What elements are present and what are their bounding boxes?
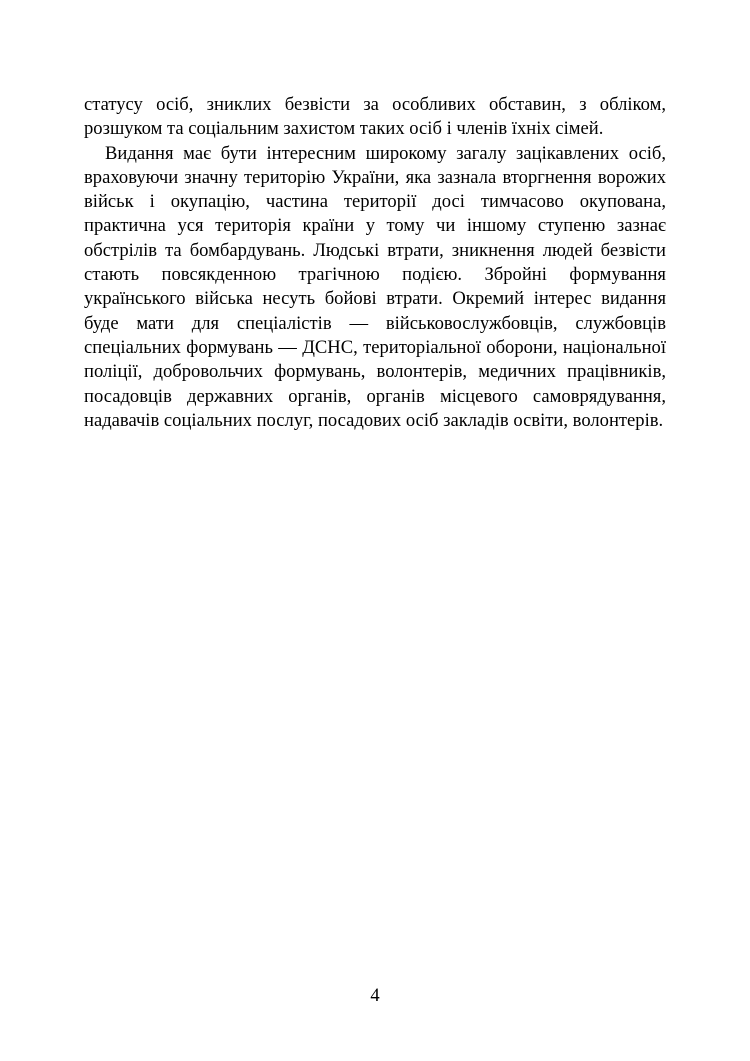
paragraph-continuation: статусу осіб, зниклих безвісти за особливих обставин, з обліком, розшуком та соціальним захистом таких осіб і членів їхніх сімей.	[84, 94, 666, 140]
paragraph-publication-audience: Видання має бути інтересним широкому загалу зацікавлених осіб, враховуючи значну територію України, яка зазнала вторгнення ворожих військ і окупацію, частина території досі тимчасово окупована, практична уся територія країни у тому чи іншому ступеню зазнає обстрілів та бомбардувань. Людські втрати, зникнення людей безвісти стають повсякденною трагічною подією. Збройні формування українського війська несуть бойові втрати. Окремий інтерес видання буде мати для спеціалістів — військовослужбовців, службовців спеціальних формувань — ДСНС, територіальної оборони, національної поліції, добровольчих формувань, волонтерів, медичних працівників, посадовців державних органів, органів місцевого самоврядування, надавачів соціальних послуг, посадових осіб закладів освіти, волонтерів.	[84, 142, 666, 431]
body-text	[84, 93, 666, 433]
page-number: 4	[370, 985, 380, 1006]
